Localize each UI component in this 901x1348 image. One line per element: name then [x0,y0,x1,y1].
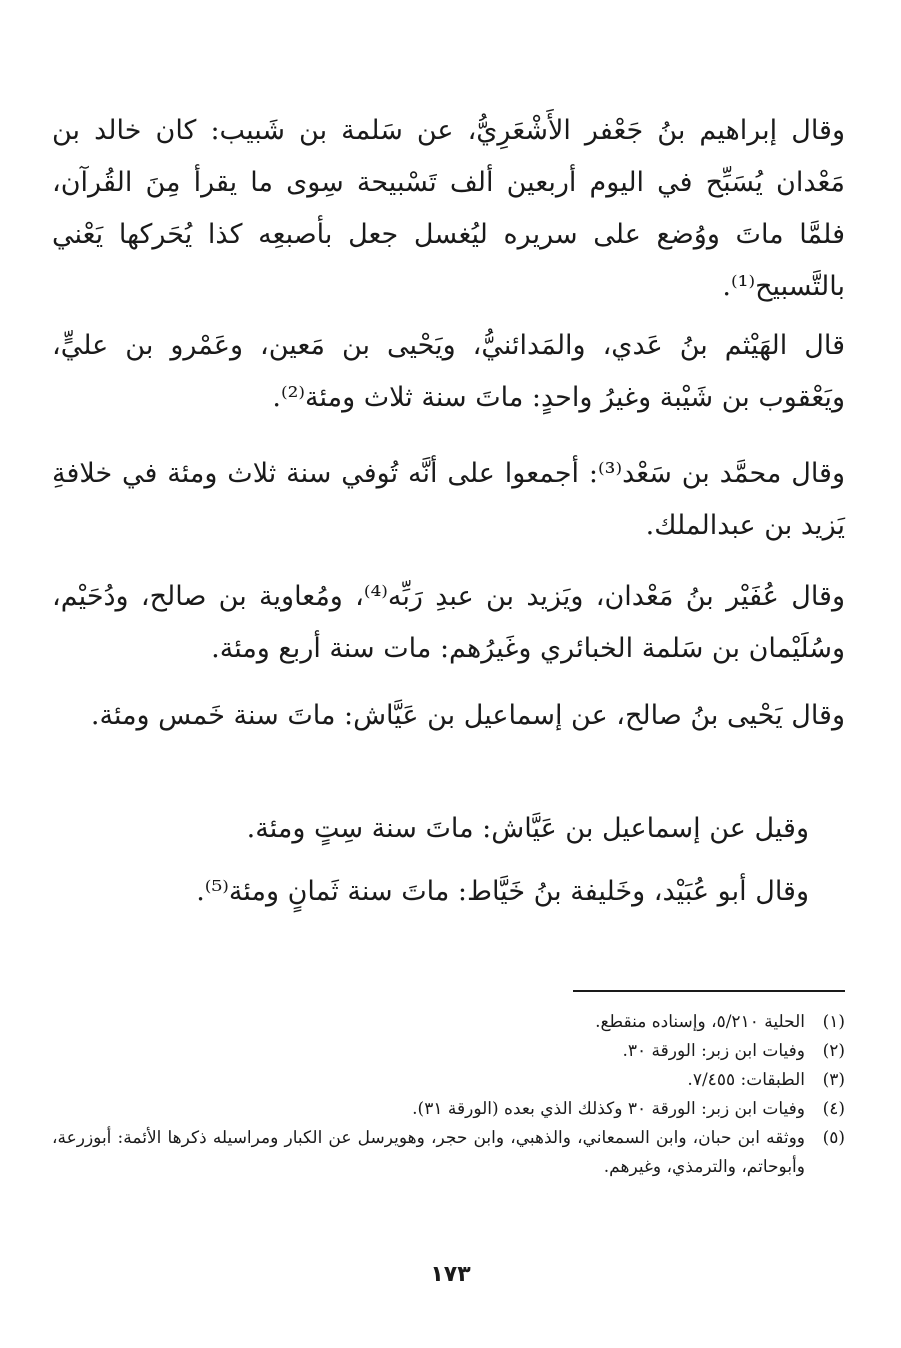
footnotes [52,1008,845,1182]
paragraph [52,803,845,855]
footnote-text: الطبقات: ٧/٤٥٥. [687,1070,805,1090]
footnote [52,1008,845,1037]
footnote-number: (٤) [822,1099,845,1119]
paragraph-text: وقال إبراهيم بنُ جَعْفر الأَشْعَرِيُّ، عن سَلمة بن شَبيب: كان خالد بن مَعْدان يُسَبِّح في اليوم أربعين ألف تَسْبيحة سِوى ما يقرأ مِنَ القُرآن، فلمَّا ماتَ ووُضع على سريره ليُغسل جعل بأصبعِه كذا يُحَركها يَعْني بالتَّسبيح⁽¹⁾. [52,115,846,302]
footnote-text: وفيات ابن زبر: الورقة ٣٠ وكذلك الذي بعده (الورقة ٣١). [412,1099,805,1119]
paragraph [52,105,845,313]
paragraph-text: وقال محمَّد بن سَعْد⁽³⁾: أجمعوا على أنَّه تُوفي سنة ثلاث ومئة في خلافةِ يَزيد بن عبدالملك. [52,458,845,541]
paragraph [52,320,845,424]
page-number: ١٧٣ [430,1262,471,1287]
footnote-number: (٣) [822,1070,845,1090]
footnote-text: وفيات ابن زبر: الورقة ٣٠. [622,1041,805,1061]
footnote-divider [573,990,845,992]
footnote-text: الحلية ٥/٢١٠، وإسناده منقطع. [595,1012,805,1032]
paragraph-text: وقال يَحْيى بنُ صالح، عن إسماعيل بن عَيَّاش: ماتَ سنة خَمس ومئة. [90,700,845,731]
footnote-number: (١) [822,1012,845,1032]
footnote [52,1066,845,1095]
paragraph [52,690,845,742]
footnote-text: ووثقه ابن حبان، وابن السمعاني، والذهبي، وابن حجر، وهويرسل عن الكبار ومراسيله ذكرها الأئمة: أبوزرعة، وأبوحاتم، والترمذي، وغيرهم. [52,1128,805,1177]
footnote-number: (٢) [822,1041,845,1061]
paragraph-text: قال الهَيْثم بنُ عَدي، والمَدائنيُّ، ويَحْيى بن مَعين، وعَمْرو بن عليٍّ، ويَعْقوب بن شَيْبة وغيرُ واحدٍ: ماتَ سنة ثلاث ومئة⁽²⁾. [52,330,845,413]
paragraph [52,866,845,918]
paragraph-text: وقال أبو عُبَيْد، وخَليفة بنُ خَيَّاط: ماتَ سنة ثَمانٍ ومئة⁽⁵⁾. [196,876,809,907]
paragraph [52,571,845,675]
paragraph-text: وقيل عن إسماعيل بن عَيَّاش: ماتَ سنة سِتٍ ومئة. [246,813,809,844]
paragraph-text: وقال عُفَيْر بنُ مَعْدان، ويَزيد بن عبدِ رَبِّه⁽⁴⁾، ومُعاوية بن صالح، ودُحَيْم، وسُلَيْمان بن سَلمة الخبائري وغَيرُهم: مات سنة أربع ومئة. [52,581,845,664]
footnote [52,1124,845,1182]
footnote [52,1095,845,1124]
paragraph [52,448,845,552]
footnote-number: (٥) [822,1128,845,1148]
footnote [52,1037,845,1066]
